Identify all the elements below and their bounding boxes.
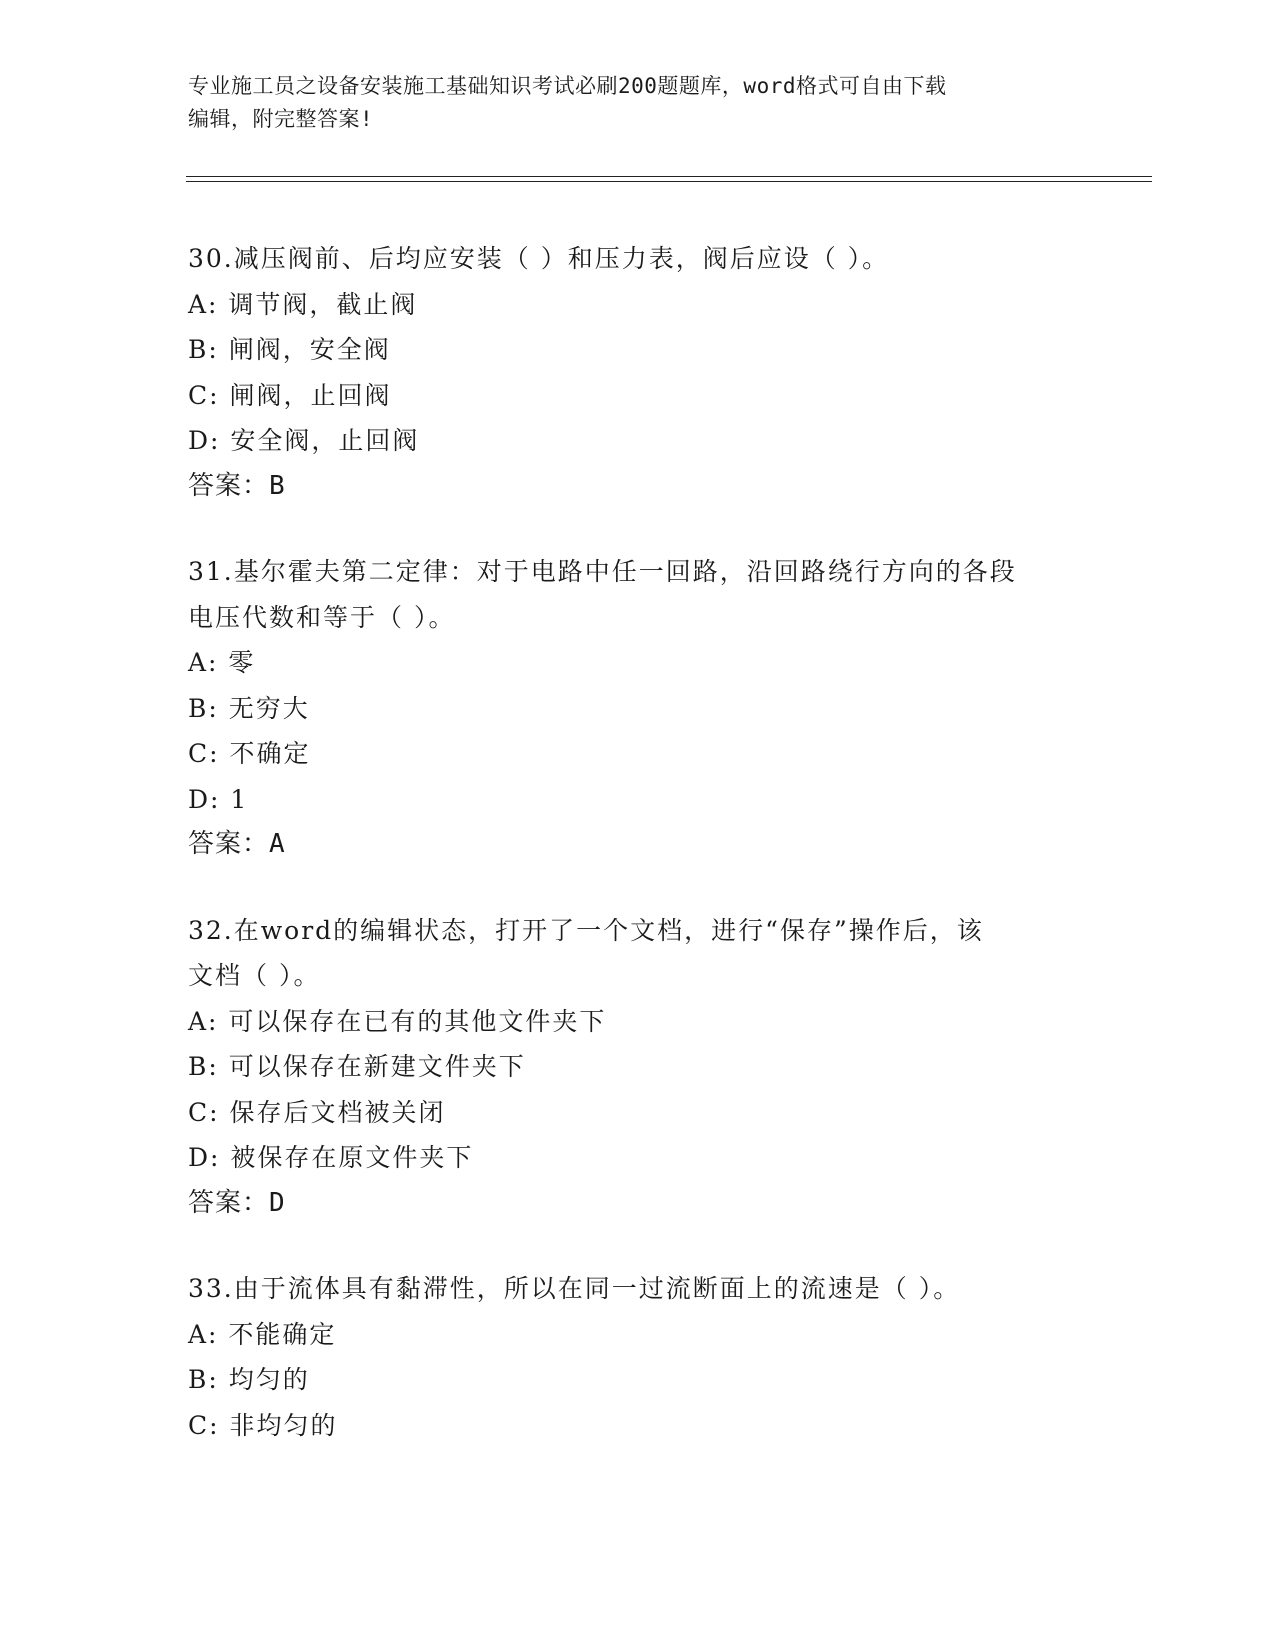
header-divider-bottom [186,181,1152,182]
option-b: B: 可以保存在新建文件夹下 [188,1052,526,1081]
option-b: B: 均匀的 [188,1365,310,1394]
option-c: C: 闸阀，止回阀 [188,380,392,410]
question-stem-continued: 文档（ ）。 [188,961,321,990]
option-a: A: 零 [188,648,256,677]
question-stem: 32.在word的编辑状态，打开了一个文档，进行“保存”操作后，该 [188,915,984,945]
question-33 [188,1266,1088,1448]
question-stem-continued: 电压代数和等于（ ）。 [188,602,456,632]
answer: 答案：D [188,1187,286,1218]
question-30 [188,236,1088,509]
question-31 [188,549,1088,868]
option-a: A: 调节阀，截止阀 [188,289,418,319]
option-c: C: 不确定 [188,739,311,768]
document-header [188,70,1088,136]
option-a: A: 不能确定 [188,1319,337,1349]
option-d: D: 被保存在原文件夹下 [188,1143,474,1172]
header-line-1: 专业施工员之设备安装施工基础知识考试必刷200题题库，word格式可自由下载 [188,74,947,98]
header-line-2: 编辑，附完整答案! [188,107,374,131]
option-a: A: 可以保存在已有的其他文件夹下 [188,1006,607,1036]
question-stem: 33.由于流体具有黏滞性，所以在同一过流断面上的流速是（ ）。 [188,1274,961,1303]
answer: 答案：B [188,470,286,501]
header-divider-top [186,176,1152,177]
option-d: D: 安全阀，止回阀 [188,426,420,455]
option-b: B: 无穷大 [188,693,310,723]
option-c: C: 非均匀的 [188,1410,338,1440]
option-d: D: 1 [188,784,249,814]
option-c: C: 保存后文档被关闭 [188,1097,446,1127]
question-stem: 30.减压阀前、后均应安装（ ）和压力表，阀后应设（ ）。 [188,244,890,273]
question-32 [188,908,1088,1227]
answer: 答案：A [188,829,286,859]
question-list [188,236,1088,1488]
option-b: B: 闸阀，安全阀 [188,335,391,364]
question-stem: 31.基尔霍夫第二定律：对于电路中任一回路，沿回路绕行方向的各段 [188,557,1017,586]
